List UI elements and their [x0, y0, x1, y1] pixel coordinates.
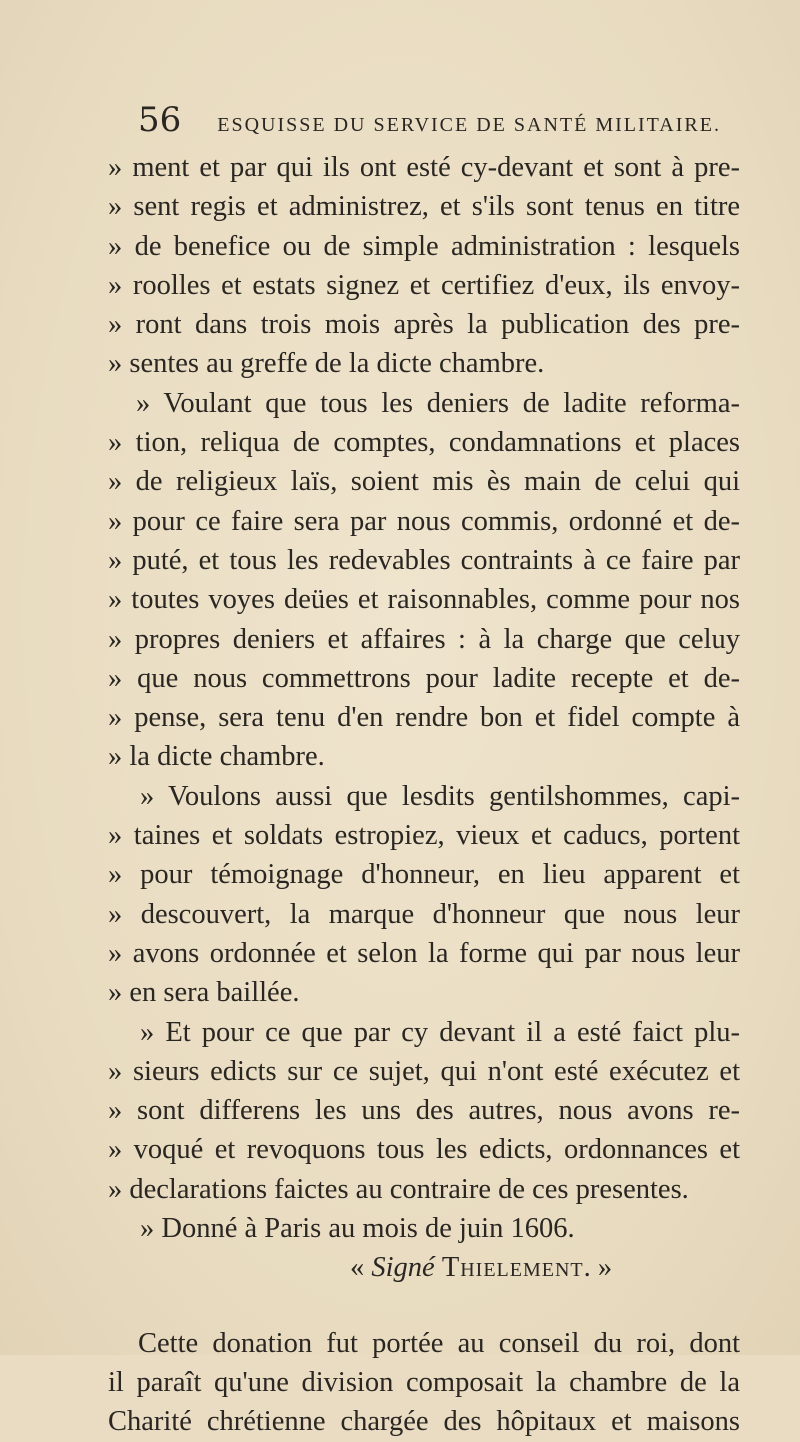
page-header: [138, 100, 738, 140]
body-text: [108, 148, 740, 1442]
text-line: » tion, reliqua de comptes, condamnations et places: [108, 427, 740, 459]
text-line: » Voulant que tous les deniers de ladite reforma-: [136, 387, 740, 419]
text-line: » ront dans trois mois après la publication des pre-: [108, 309, 740, 341]
text-line: » voqué et revoquons tous les edicts, ordonnances et: [108, 1134, 740, 1166]
page-number: 56: [138, 100, 182, 140]
text-line: Cette donation fut portée au conseil du roi, dont: [138, 1327, 740, 1359]
text-line: » pense, sera tenu d'en rendre bon et fidel compte à: [108, 702, 740, 734]
text-line: » sent regis et administrez, et s'ils sont tenus en titre: [108, 191, 740, 223]
text-line: » descouvert, la marque d'honneur que nous leur: [108, 898, 740, 930]
text-line: Charité chrétienne chargée des hôpitaux et maisons: [108, 1406, 740, 1438]
text-line: » Donné à Paris au mois de juin 1606.: [140, 1213, 575, 1245]
text-line: » en sera baillée.: [108, 977, 300, 1009]
signature-close: . »: [583, 1252, 613, 1284]
text-line: » toutes voyes deües et raisonnables, comme pour nos: [108, 584, 740, 616]
signature-signed: Signé: [371, 1252, 435, 1284]
text-line: » de religieux laïs, soient mis ès main de celui qui: [108, 466, 740, 498]
text-line: » pour ce faire sera par nous commis, ordonné et de-: [108, 505, 740, 537]
text-line: » puté, et tous les redevables contraints à ce faire par: [108, 544, 740, 576]
text-line: » Et pour ce que par cy devant il a esté faict plu-: [140, 1016, 740, 1048]
signature-line: [108, 1248, 740, 1287]
text-line: » roolles et estats signez et certifiez d'eux, ils envoy-: [108, 269, 740, 301]
signature-name: Thielement: [441, 1252, 584, 1284]
running-title: ESQUISSE DU SERVICE DE SANTÉ MILITAIRE.: [217, 114, 721, 136]
text-line: » declarations faictes au contraire de ces presentes.: [108, 1173, 689, 1205]
text-line: il paraît qu'une division composait la chambre de la: [108, 1366, 740, 1398]
text-line: » avons ordonnée et selon la forme qui par nous leur: [108, 937, 740, 969]
text-line: » de benefice ou de simple administration : lesquels: [108, 230, 740, 262]
text-line: » la dicte chambre.: [108, 741, 325, 773]
text-line: » pour témoignage d'honneur, en lieu apparent et: [108, 859, 740, 891]
signature-open: «: [350, 1252, 372, 1284]
text-line: » ment et par qui ils ont esté cy-devant et sont à pre-: [108, 152, 740, 183]
text-line: » que nous commettrons pour ladite recepte et de-: [108, 662, 740, 694]
text-line: » sont differens les uns des autres, nous avons re-: [108, 1095, 740, 1127]
text-line: » sentes au greffe de la dicte chambre.: [108, 348, 545, 380]
paragraph-gap: [108, 1288, 740, 1324]
text-line: » sieurs edicts sur ce sujet, qui n'ont esté exécutez et: [108, 1055, 740, 1087]
text-line: » propres deniers et affaires : à la charge que celuy: [108, 623, 740, 655]
text-line: » Voulons aussi que lesdits gentilshommes, capi-: [140, 780, 740, 812]
text-line: » taines et soldats estropiez, vieux et caducs, portent: [108, 820, 740, 852]
